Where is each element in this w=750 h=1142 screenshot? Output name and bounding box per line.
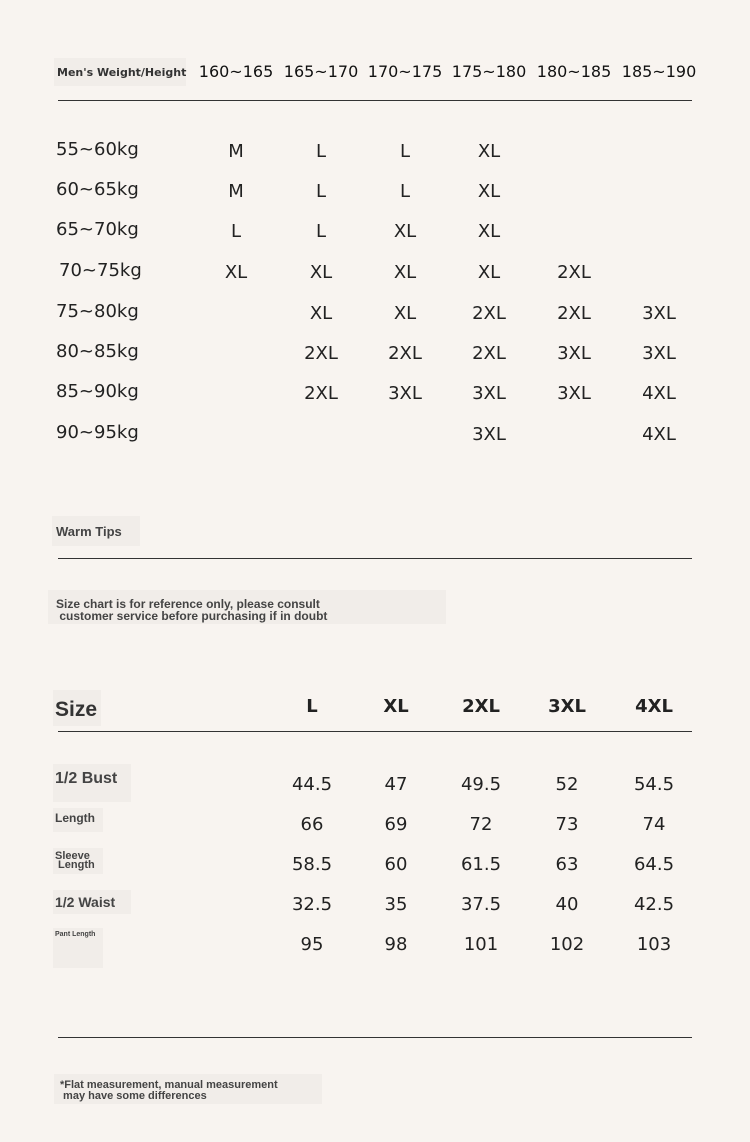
size-cell: XL xyxy=(393,221,417,242)
measure-cell: 47 xyxy=(384,774,408,795)
tips-divider xyxy=(58,558,692,559)
size-cell: 3XL xyxy=(642,343,676,364)
size-cell: XL xyxy=(309,262,333,283)
measure-cell: 40 xyxy=(555,894,579,915)
size-cell: L xyxy=(315,221,327,242)
height-col-3: 170~175 xyxy=(367,62,443,81)
size-cell: L xyxy=(399,181,411,202)
size-cell: 3XL xyxy=(472,424,506,445)
size-cell: L xyxy=(315,181,327,202)
size-cell: 2XL xyxy=(472,303,506,324)
size-cell: 3XL xyxy=(557,343,591,364)
weight-label: 55~60kg xyxy=(56,139,139,160)
measure-cell: 66 xyxy=(300,814,324,835)
size-cell: L xyxy=(230,221,242,242)
measure-cell: 69 xyxy=(384,814,408,835)
measure-cell: 35 xyxy=(384,894,408,915)
size-cell: L xyxy=(399,141,411,162)
height-col-5: 180~185 xyxy=(536,62,612,81)
measure-label-pant-length: Pant Length xyxy=(55,931,96,938)
size-cell: XL xyxy=(393,303,417,324)
measure-cell: 44.5 xyxy=(291,774,333,795)
measure-cell: 58.5 xyxy=(291,854,333,875)
measure-cell: 64.5 xyxy=(633,854,675,875)
size-col-2XL: 2XL xyxy=(462,696,500,717)
size-cell: 2XL xyxy=(472,343,506,364)
weight-height-corner-label: Men's Weight/Height xyxy=(57,66,187,79)
measure-cell: 102 xyxy=(549,934,585,955)
weight-label: 70~75kg xyxy=(59,260,142,281)
measure-cell: 60 xyxy=(384,854,408,875)
size-cell: 3XL xyxy=(472,383,506,404)
measure-cell: 42.5 xyxy=(633,894,675,915)
size-cell: XL xyxy=(477,141,501,162)
size-cell: XL xyxy=(477,262,501,283)
measurement-footnote: *Flat measurement, manual measurement may have some differences xyxy=(60,1079,278,1102)
measure-cell: 74 xyxy=(642,814,666,835)
size-cell: 2XL xyxy=(304,383,338,404)
measure-cell: 103 xyxy=(636,934,672,955)
measure-label-bust: 1/2 Bust xyxy=(55,770,118,787)
measure-cell: 63 xyxy=(555,854,579,875)
size-col-XL: XL xyxy=(383,696,409,717)
weight-table-header-divider xyxy=(58,100,692,101)
weight-label: 65~70kg xyxy=(56,219,139,240)
size-table-header-divider xyxy=(58,731,692,732)
size-cell: L xyxy=(315,141,327,162)
measure-cell: 37.5 xyxy=(460,894,502,915)
size-table-bottom-divider xyxy=(58,1037,692,1038)
size-cell: 2XL xyxy=(388,343,422,364)
measure-cell: 61.5 xyxy=(460,854,502,875)
measure-label-length: Length xyxy=(55,811,95,825)
height-col-4: 175~180 xyxy=(451,62,527,81)
measure-cell: 98 xyxy=(384,934,408,955)
size-col-L: L xyxy=(306,696,318,717)
size-cell: 3XL xyxy=(557,383,591,404)
size-col-4XL: 4XL xyxy=(635,696,673,717)
size-cell: 2XL xyxy=(557,303,591,324)
measure-cell: 101 xyxy=(463,934,499,955)
weight-label: 75~80kg xyxy=(56,301,139,322)
size-cell: 2XL xyxy=(557,262,591,283)
measure-cell: 54.5 xyxy=(633,774,675,795)
size-cell: 4XL xyxy=(642,424,676,445)
height-col-2: 165~170 xyxy=(283,62,359,81)
size-cell: 3XL xyxy=(388,383,422,404)
measure-cell: 95 xyxy=(300,934,324,955)
weight-label: 80~85kg xyxy=(56,341,139,362)
size-cell: 3XL xyxy=(642,303,676,324)
warm-tips-title: Warm Tips xyxy=(56,524,122,539)
size-cell: XL xyxy=(224,262,248,283)
size-cell: M xyxy=(228,181,244,202)
measure-cell: 32.5 xyxy=(291,894,333,915)
size-cell: 4XL xyxy=(642,383,676,404)
measure-cell: 72 xyxy=(469,814,493,835)
measure-cell: 73 xyxy=(555,814,579,835)
size-cell: XL xyxy=(309,303,333,324)
measure-label-sleeve-length: Sleeve Length xyxy=(55,850,95,871)
warm-tips-text: Size chart is for reference only, please consult customer service before purchasing if in doubt xyxy=(56,597,328,623)
size-col-3XL: 3XL xyxy=(548,696,586,717)
measure-label-waist: 1/2 Waist xyxy=(55,894,116,910)
measure-cell: 52 xyxy=(555,774,579,795)
height-col-6: 185~190 xyxy=(621,62,697,81)
size-cell: XL xyxy=(477,221,501,242)
weight-label: 90~95kg xyxy=(56,422,139,443)
weight-label: 60~65kg xyxy=(56,179,139,200)
size-table-title: Size xyxy=(55,698,98,721)
weight-label: 85~90kg xyxy=(56,381,139,402)
size-cell: 2XL xyxy=(304,343,338,364)
size-cell: M xyxy=(228,141,244,162)
size-cell: XL xyxy=(393,262,417,283)
height-col-1: 160~165 xyxy=(198,62,274,81)
measure-cell: 49.5 xyxy=(460,774,502,795)
size-cell: XL xyxy=(477,181,501,202)
